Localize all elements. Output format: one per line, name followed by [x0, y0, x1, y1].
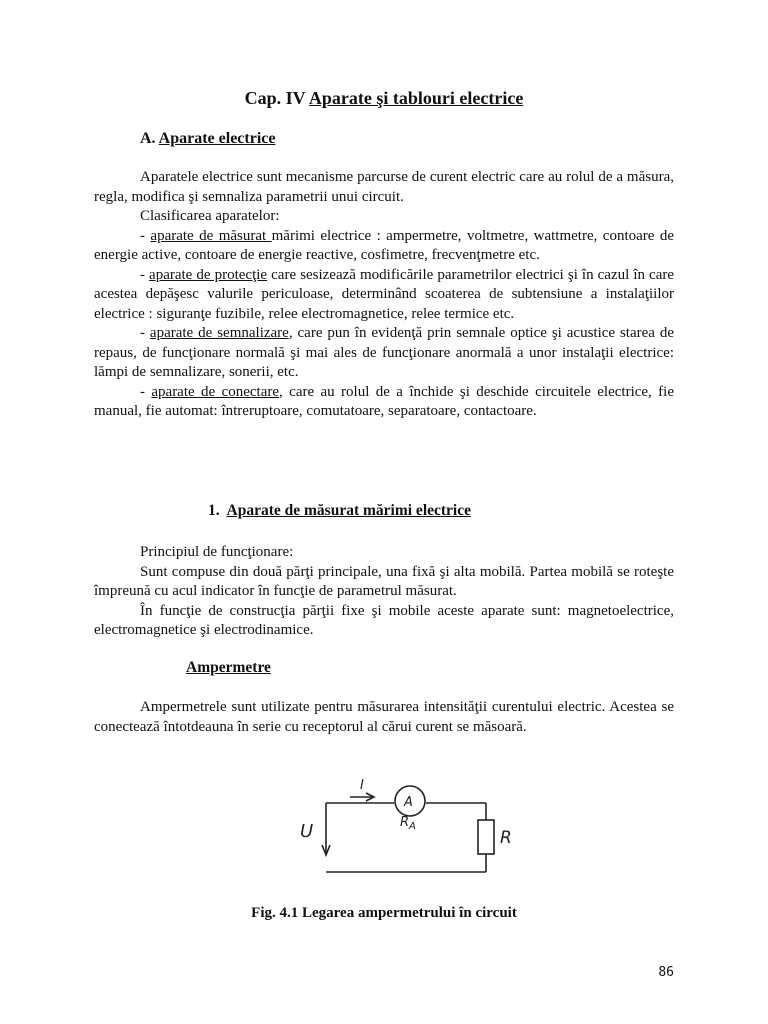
- class-dash: -: [140, 325, 150, 341]
- section-1-title-text: Aparate de măsurat mărimi electrice: [226, 502, 471, 519]
- principle-block: [94, 543, 674, 641]
- ampermetre-block: [94, 698, 674, 737]
- section-1-title: [208, 502, 471, 520]
- ampermetre-heading: Ampermetre: [186, 659, 271, 676]
- types-paragraph: În funcţie de construcţia părţii fixe şi mobile aceste aparate sunt: magnetoelectrice, electromagnetice şi electrodinamice.: [94, 602, 674, 638]
- receiver-resistor: [478, 820, 494, 854]
- ammeter-resistance-label: [400, 815, 416, 832]
- class-term: aparate de conectare: [151, 383, 280, 400]
- receiver-label: R: [500, 828, 512, 848]
- current-label: I: [360, 778, 364, 793]
- class-item-connecting: [94, 383, 674, 422]
- ammeter-resistance-subscript: A: [409, 821, 416, 832]
- class-item-protection: [94, 266, 674, 325]
- intro-paragraph: Aparatele electrice sunt mecanisme parcurse de curent electric care au rolul de a măsura, regla, modifica şi semnaliza parametrii unui circuit.: [94, 169, 674, 205]
- class-dash: -: [140, 227, 151, 244]
- voltage-label: U: [300, 821, 314, 842]
- ammeter-label: A: [404, 795, 413, 810]
- principle-paragraph: Sunt compuse din două părţi principale, una fixă şi alta mobilă. Partea mobilă se roteşte împreună cu acul indicator în funcţie de parametrul măsurat.: [94, 563, 674, 599]
- section-a-title: [140, 130, 275, 148]
- principle-heading: Principiul de funcţionare:: [140, 544, 294, 560]
- class-description: mărimi electrice : ampermetre, voltmetre, wattmetre, contoare de energie active, contoare de energie reactive, cosfimetre, frecvenţmetre etc.: [94, 227, 674, 263]
- class-description: , care au rolul de a închide şi deschide circuitele electrice, fie manual, fie automat: întreruptoare, comutatoare, separatoare, contactoare.: [94, 383, 675, 419]
- classification-heading: Clasificarea aparatelor:: [140, 208, 280, 224]
- class-description: , care pun în evidenţă prin semnale optice şi acustice starea de repaus, de funcţionare normală şi mai ales de funcţionare anormală a unor instalaţii electrice: lămpi de semnalizare, sonerii, etc.: [94, 325, 675, 380]
- class-term: aparate de semnalizare: [149, 325, 289, 341]
- section-a-prefix: A.: [140, 130, 159, 147]
- ampermetre-paragraph: Ampermetrele sunt utilizate pentru măsurarea intensităţii curentului electric. Acestea se conectează întotdeauna în serie cu receptorul al cărui curent se măsoară.: [94, 699, 674, 735]
- chapter-title-text: Aparate şi tablouri electrice: [308, 88, 524, 108]
- ammeter-resistance-symbol: R: [400, 815, 410, 830]
- class-term: aparate de protecţie: [149, 266, 268, 283]
- section-1-number: 1.: [208, 502, 220, 519]
- ammeter-circuit-diagram: [290, 775, 520, 890]
- intro-block: [94, 168, 674, 422]
- class-dash: -: [140, 383, 152, 400]
- class-term: aparate de măsurat: [150, 227, 272, 244]
- figure-caption: Fig. 4.1 Legarea ampermetrului în circuit: [251, 905, 517, 921]
- page-number: 86: [658, 965, 674, 980]
- chapter-title: [0, 88, 768, 109]
- class-item-signaling: [94, 324, 674, 383]
- chapter-prefix: Cap. IV: [244, 88, 309, 108]
- section-a-title-text: Aparate electrice: [158, 130, 276, 147]
- class-dash: -: [140, 266, 150, 283]
- class-description: care sesizează modificările parametrilor electrici şi în cazul în care acestea depăşesc valurile periculoase, determinând scoaterea de subtensiune a instalaţiilor electrice : siguranţe fuzibile, relee electromagnetice, relee termice etc.: [94, 266, 675, 322]
- class-item-measuring: [94, 227, 674, 266]
